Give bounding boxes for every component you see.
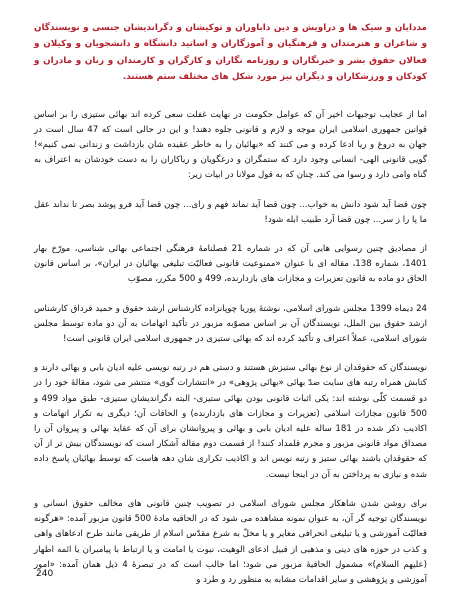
poem-quote-paragraph: چون قضا آید شود دانش به خواب... چون قضا آید نماند فهم و رای... چون قضا آید فرو پوشد بصر تا نداند عقل ما پا را ز سر... چون قضا آرد طبیب ابله شود! — [34, 199, 427, 225]
paragraph-spacer — [34, 288, 427, 302]
paragraph-spacer — [34, 483, 427, 497]
body-paragraph: اما از عجایب توجیهات اخیر آن که عوامل حکومت در نهایت غفلت سعی کرده اند بهائی ستیزی را بر اساس قوانین جمهوری اسلامی ایران موجه و لازم و قانونی جلوه دهند! و این در حالی است که 47 سال است در جهان به دروغ و ریا ادعا کرده و می کنند که «بهائیان را به خاطر عقیده شان بازداشت و زندانی نمی کنیم»! گویی قانونی الهی- انسانی وجود دارد که ستمگران و درغگویان و ریاکاران را به دست خودشان به اعتراف به گناه وامی دارد و رسوا می کند. چنان که به قول مولانا در ابیات زیر: — [34, 109, 427, 181]
paragraph-spacer — [34, 347, 427, 361]
page-number: 240 — [36, 569, 54, 579]
paragraph-spacer — [34, 228, 427, 242]
body-paragraph: برای روشن شدن شاهکار مجلس شورای اسلامی در تصویب چنین قانونی های مخالف حقوق انسانی و نویسندگان توجیه گر آن، به عنوان نمونه مشاهده می شود که در الحاقیه مادهٔ 500 قانون مزبور آمده: «هرگونه فعالیّت آموزشی و یا تبلیغی انحرافی مغایر و یا مخلّ به شرع مقدّس اسلام از طریقی مانند طرح ادعاهای واهی و کذب در حوزه های دینی و مذهبی از قبیل ادعای الوهیت، نبوت یا امامت و یا ارتباط با پیامبران یا ائمه اطهار (علیهم السلام)» مشمول الحاقیهٔ مزبور می شود؛ اما جالب است که در تبصرهٔ 4 ذیل همان آمده: «امور آموزشی و پژوهشی و سایر اقدامات مشابه به منظور رد و طرد و — [34, 498, 427, 585]
intro-highlight-paragraph: مددایان و سیک ها و دراویش و دین داباوران و توکیشان و دگراندیشان جنسی و نویسندگان و شاعران و هنرمندان و فرهنگیان و آموزگاران و اساتید دانشگاه و دانشجویان و وکیلان و فعالان حقوق بشر و خبرنگاران و روزنامه نگاران و کارگران و کارمندان و زنان و مادران و کودکان و ورزشکاران و دیگران نیز مورد شکل های مختلف ستم هستند. — [34, 23, 427, 83]
body-paragraph: 24 دیماه 1399 مجلس شورای اسلامی، نوشتهٔ پوریا چوپانزاده کارشناس ارشد حقوق و حمید قرداق کارشناس ارشد حقوق بین الملل، نویسندگان آن بر اساس مصوّبه مزبور در تأکید اتهامات به آن دو ماده توسط مجلس شورای اسلامی، عملاً اعتراف و تأکید کرده اند که بهائی ستیزی در جمهوری اسلامی ایران قانونی است! — [34, 303, 427, 345]
paragraph-spacer — [34, 184, 427, 198]
body-paragraph: از مصادیق چنین رسوایی هایی آن که در شماره 21 فصلنامهٔ فرهنگی اجتماعی بهائی شناسی، مورّخ بهار 1401، شماره 138، مقاله ای با عنوان «ممنوعیت قانونی فعالیّت تبلیغی بهائیان در ایران»، بر اساس قانون الحاق دو ماده به قانون تعزیرات و مجازات های بازدارنده، 499 و 500 مکرر، مصوّب — [34, 244, 427, 285]
body-paragraph: نویسندگان که حقوقدان از نوع بهائی ستیزش هستند و دستی هم در رتبه نویسی علیه ادیان بابی و بهائی دارند و کتابش همراه رتبه های سایت ضدّ بهائی «بهائی پژوهی» در «انتشارات گوی» منتشر می شود، مقالهٔ خود را در دو قسمت کلّی نوشته اند: یکی اثبات قانونی بودن بهائی ستیزی- البته دگراندیشان ستیزی- طبق مواد 499 و 500 قانون مجازات اسلامی (تعزیرات و مجازات های بازدارنده) و الحاقات آن؛ دیگری به تکرار اتهامات و اکاذیب ذکر شده در 181 ساله علیه ادیان بابی و بهائی و پیروانشان برای آن که عقاید بهائی و پیروان آن را مصداق مواد قانونی مزبور و مجرم قلمداد کنند! از قسمت دوم مقاله آشکار است که نویسندگان بیش تر از آن که حقوقدان باشند بهائی ستیز و رتبه نویس اند و اکاذیب تکراری شان دهه هاست که توسط بهائیان پاسخ داده شده و نیازی به پرداختن به آن در اینجا نیست. — [34, 363, 427, 480]
